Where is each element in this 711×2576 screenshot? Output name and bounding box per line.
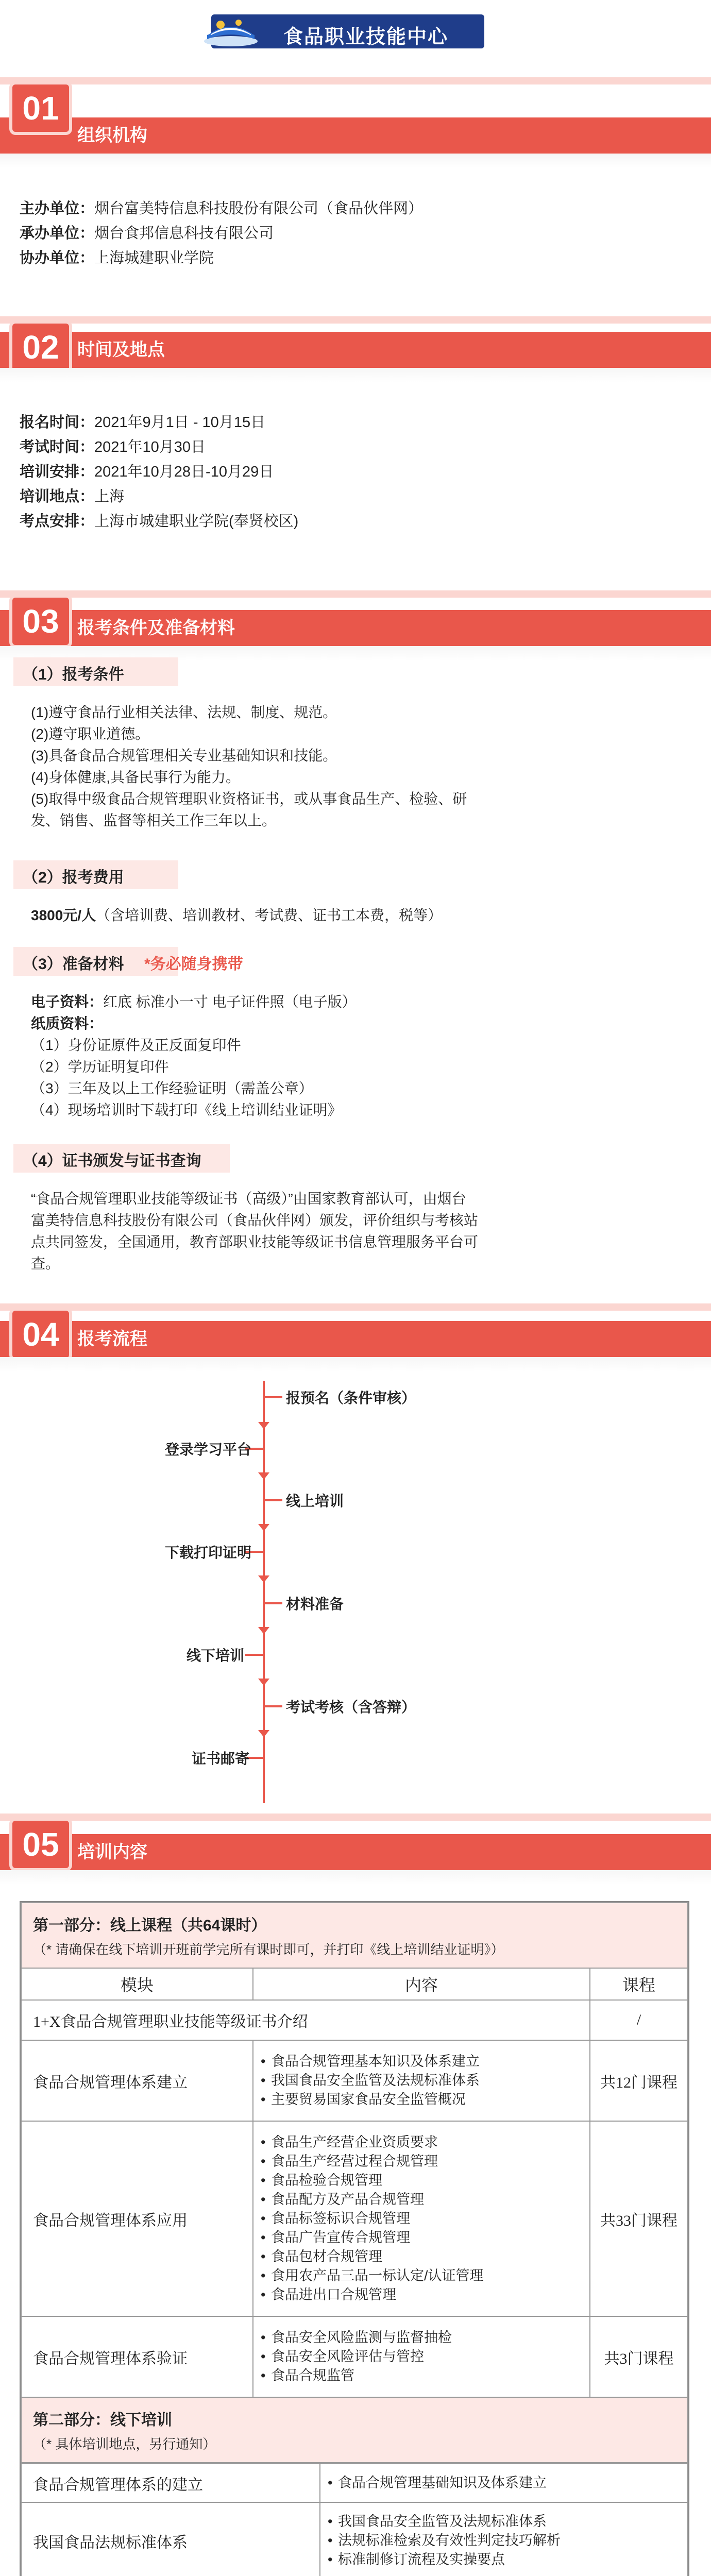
- fee-text: 3800元/人（含培训费、培训教材、考试费、证书工本费，税等）: [31, 907, 443, 923]
- arrow-down-icon: [258, 1575, 269, 1583]
- section-bar: [0, 1834, 711, 1870]
- section-top-strip: [0, 1303, 711, 1311]
- part1-header: 第一部分：线上课程（共64课时） （* 请确保在线下培训开班前学完所有课时即可，并打印《线上培训结业证明》）: [21, 1903, 688, 1968]
- arrow-down-icon: [258, 1524, 269, 1531]
- section-title: 组织机构: [77, 126, 147, 145]
- training-time: 培训安排：2021年10月28日-10月29日: [20, 464, 274, 480]
- section-top-strip: [0, 77, 711, 84]
- exam-place: 考点安排：上海市城建职业学院(奉贤校区): [20, 513, 299, 530]
- assist-line: 协办单位：上海城建职业学院: [20, 250, 214, 266]
- header: [0, 0, 711, 62]
- section-title: 报考流程: [77, 1329, 147, 1349]
- must-bring-note: *务必随身携带: [144, 956, 243, 973]
- section-title: 培训内容: [77, 1842, 147, 1862]
- section-number: 03: [12, 598, 69, 645]
- flow-step: 线上培训: [286, 1493, 344, 1509]
- arrow-down-icon: [258, 1422, 269, 1429]
- flow-step: 登录学习平台: [165, 1442, 252, 1458]
- flow-step: 证书邮寄: [192, 1751, 250, 1767]
- host-line: 主办单位：烟台富美特信息科技股份有限公司（食品伙伴网）: [20, 200, 424, 217]
- exam-time: 考试时间：2021年10月30日: [20, 439, 206, 455]
- flow-line: [263, 1381, 265, 1803]
- table-row: 食品合规管理体系应用 • 食品生产经营企业资质要求 • 食品生产经营过程合规管理 • 食品检验合规管理 • 食品配方及产品合规管理 • 食品标签标识合规管理 • 食品广告宣传合规管理 • 食品包材合规管理 • 食用农产品三品一标认定/认证管理 • 食品进出口合规管理 共33门课程: [21, 2121, 688, 2316]
- subhead-certificate: （4）证书颁发与证书查询: [13, 1144, 230, 1173]
- section-shadow: [0, 154, 711, 168]
- section-bar: [0, 332, 711, 368]
- signup-time: 报名时间：2021年9月1日 - 10月15日: [20, 414, 266, 431]
- flow-connector: [264, 1705, 282, 1707]
- flow-step: 下载打印证明: [165, 1545, 252, 1561]
- table-row: 1+X食品合规管理职业技能等级证书介绍 /: [21, 2000, 688, 2040]
- subhead-conditions: （1）报考条件: [13, 657, 178, 686]
- arrow-down-icon: [258, 1627, 269, 1634]
- table-header-row: 模块 内容 课程: [21, 1968, 688, 2000]
- section-top-strip: [0, 1814, 711, 1821]
- training-table: [20, 1901, 689, 2576]
- flow-step: 材料准备: [286, 1596, 344, 1612]
- section-number: 05: [12, 1821, 69, 1868]
- page-title: 食品职业技能中心: [283, 26, 448, 48]
- section-title: 时间及地点: [77, 340, 165, 360]
- book-icon: [200, 9, 262, 50]
- section-bar: [0, 610, 711, 646]
- flow-connector: [245, 1654, 264, 1656]
- conditions-list: (1)遵守食品行业相关法律、法规、制度、规范。 (2)遵守职业道德。 (3)具备食品合规管理相关专业基础知识和技能。 (4)身体健康,具备民事行为能力。 (5)取得中级食品合规管理职业资格证书，或从事食品生产、检验、研 发、销售、监督等相关工作三年以上。: [31, 704, 467, 828]
- section-shadow: [0, 1357, 711, 1371]
- section-shadow: [0, 368, 711, 382]
- subhead-materials: （3）准备材料: [13, 947, 178, 976]
- table-row: 食品合规管理体系建立 • 食品合规管理基本知识及体系建立 • 我国食品安全监管及法规标准体系 • 主要贸易国家食品安全监管概况 共12门课程: [21, 2040, 688, 2121]
- undertake-line: 承办单位：烟台食邦信息科技有限公司: [20, 225, 274, 242]
- flow-connector: [264, 1602, 282, 1604]
- section-bar: [0, 117, 711, 154]
- arrow-down-icon: [258, 1679, 269, 1686]
- table-row: 我国食品法规标准体系 • 我国食品安全监管及法规标准体系 • 法规标准检索及有效性判定技巧解析 • 标准制修订流程及实操要点: [21, 2502, 688, 2576]
- flow-step: 考试考核（含答辩）: [286, 1699, 416, 1715]
- section-number: 01: [12, 84, 69, 132]
- table-row: 食品合规管理体系的建立 • 食品合规管理基础知识及体系建立: [21, 2464, 688, 2502]
- materials-list: 电子资料：红底 标准小一寸 电子证件照（电子版） 纸质资料： （1）身份证原件及正反面复印件 （2）学历证明复印件 （3）三年及以上工作经验证明（需盖公章） （4）现场培训时下载打印《线上培训结业证明》: [31, 994, 357, 1118]
- table-row: 食品合规管理体系验证 • 食品安全风险监测与监督抽检 • 食品安全风险评估与管控 • 食品合规监管 共3门课程: [21, 2316, 688, 2397]
- flow-connector: [264, 1396, 282, 1398]
- flow-connector: [264, 1499, 282, 1501]
- subhead-fee: （2）报考费用: [13, 860, 178, 889]
- training-place: 培训地点：上海: [20, 488, 125, 505]
- section-top-strip: [0, 316, 711, 324]
- section-title: 报考条件及准备材料: [77, 618, 235, 638]
- arrow-down-icon: [258, 1472, 269, 1480]
- arrow-down-icon: [258, 1730, 269, 1737]
- section-top-strip: [0, 590, 711, 598]
- section-number: 02: [12, 324, 69, 371]
- section-shadow: [0, 1870, 711, 1885]
- flow-step: 报预名（条件审核）: [286, 1390, 416, 1406]
- certificate-text: “食品合规管理职业技能等级证书（高级）”由国家教育部认可，由烟台 富美特信息科技股份有限公司（食品伙伴网）颁发，评价组织与考核站 点共同签发，全国通用，教育部职业技能等级证书信息管理服务平台可 查。: [31, 1191, 479, 1272]
- section-bar: [0, 1321, 711, 1357]
- flow-step: 线下培训: [187, 1648, 245, 1664]
- section-number: 04: [12, 1311, 69, 1358]
- part2-header: 第二部分：线下培训 （* 具体培训地点，另行通知）: [21, 2397, 688, 2463]
